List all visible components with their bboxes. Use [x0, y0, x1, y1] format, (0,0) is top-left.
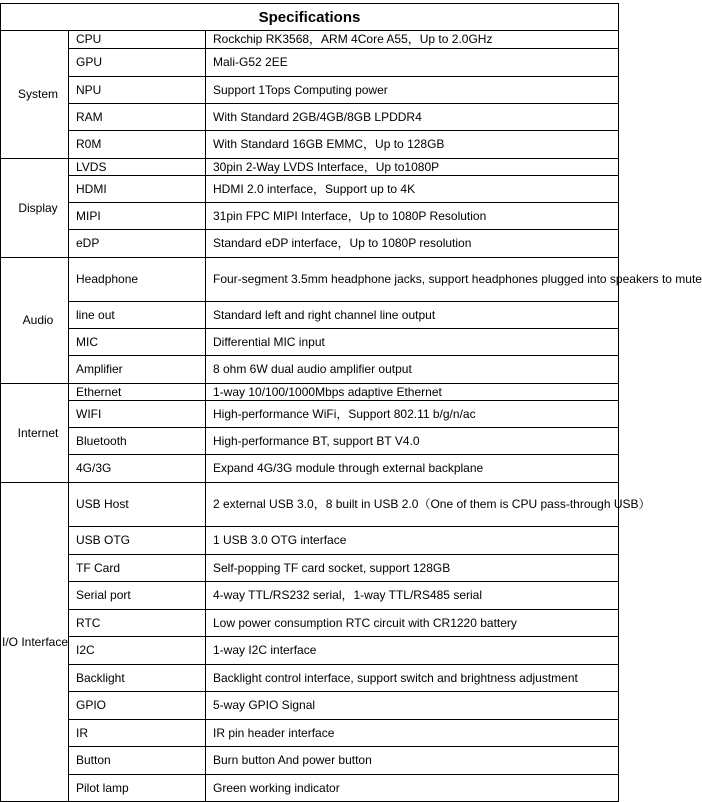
spec-value-ram: With Standard 2GB/4GB/8GB LPDDR4: [206, 104, 619, 131]
spec-label-headphone: Headphone: [69, 258, 206, 302]
spec-value-rtc: Low power consumption RTC circuit with CR1220 battery: [206, 610, 619, 637]
spec-value-4g-3g: Expand 4G/3G module through external backplane: [206, 455, 619, 483]
spec-value-headphone: Four-segment 3.5mm headphone jacks, support headphones plugged into speakers to mute: [206, 258, 619, 302]
spec-value-i2c: 1-way I2C interface: [206, 637, 619, 665]
spec-label-usb-otg: USB OTG: [69, 527, 206, 555]
spec-label-ir: IR: [69, 720, 206, 747]
spec-label-rom: R0M: [69, 131, 206, 159]
spec-label-usb-host: USB Host: [69, 483, 206, 527]
spec-value-ethernet: 1-way 10/100/1000Mbps adaptive Ethernet: [206, 384, 619, 401]
spec-value-line-out: Standard left and right channel line output: [206, 302, 619, 329]
spec-label-lvds: LVDS: [69, 159, 206, 176]
table-title: Specifications: [1, 4, 619, 31]
spec-value-npu: Support 1Tops Computing power: [206, 77, 619, 104]
spec-label-cpu: CPU: [69, 31, 206, 49]
spec-label-bluetooth: Bluetooth: [69, 428, 206, 455]
spec-label-i2c: I2C: [69, 637, 206, 665]
group-display: Display: [1, 159, 69, 258]
spec-label-rtc: RTC: [69, 610, 206, 637]
spec-value-bluetooth: High-performance BT, support BT V4.0: [206, 428, 619, 455]
spec-value-button: Burn button And power button: [206, 747, 619, 775]
group-io-interface: I/O Interface: [1, 483, 69, 802]
spec-value-serial-port: 4-way TTL/RS232 serial，1-way TTL/RS485 serial: [206, 582, 619, 610]
group-system: System: [1, 31, 69, 159]
spec-value-tf-card: Self-popping TF card socket, support 128GB: [206, 555, 619, 582]
spec-value-mic: Differential MIC input: [206, 329, 619, 356]
spec-label-hdmi: HDMI: [69, 176, 206, 203]
spec-label-mic: MIC: [69, 329, 206, 356]
spec-label-mipi: MIPI: [69, 203, 206, 230]
spec-label-backlight: Backlight: [69, 665, 206, 692]
spec-value-lvds: 30pin 2-Way LVDS Interface，Up to1080P: [206, 159, 619, 176]
spec-value-hdmi: HDMI 2.0 interface，Support up to 4K: [206, 176, 619, 203]
spec-label-edp: eDP: [69, 230, 206, 258]
spec-value-gpio: 5-way GPIO Signal: [206, 692, 619, 720]
spec-value-gpu: Mali-G52 2EE: [206, 49, 619, 77]
spec-label-amplifier: Amplifier: [69, 356, 206, 384]
spec-label-npu: NPU: [69, 77, 206, 104]
spec-value-ir: IR pin header interface: [206, 720, 619, 747]
group-internet: Internet: [1, 384, 69, 483]
spec-value-cpu: Rockchip RK3568，ARM 4Core A55，Up to 2.0GHz: [206, 31, 619, 49]
spec-label-ethernet: Ethernet: [69, 384, 206, 401]
spec-label-4g-3g: 4G/3G: [69, 455, 206, 483]
group-audio: Audio: [1, 258, 69, 384]
spec-value-wifi: High-performance WiFi，Support 802.11 b/g/n/ac: [206, 401, 619, 428]
spec-value-pilot-lamp: Green working indicator: [206, 775, 619, 802]
specifications-table: [0, 3, 702, 802]
spec-label-tf-card: TF Card: [69, 555, 206, 582]
spec-value-amplifier: 8 ohm 6W dual audio amplifier output: [206, 356, 619, 384]
spec-value-usb-host: 2 external USB 3.0，8 built in USB 2.0（One of them is CPU pass-through USB）: [206, 483, 619, 527]
spec-value-usb-otg: 1 USB 3.0 OTG interface: [206, 527, 619, 555]
spec-value-edp: Standard eDP interface，Up to 1080P resolution: [206, 230, 619, 258]
spec-label-serial-port: Serial port: [69, 582, 206, 610]
spec-value-backlight: Backlight control interface, support switch and brightness adjustment: [206, 665, 619, 692]
spec-label-gpu: GPU: [69, 49, 206, 77]
spec-value-mipi: 31pin FPC MIPI Interface，Up to 1080P Resolution: [206, 203, 619, 230]
spec-label-wifi: WIFI: [69, 401, 206, 428]
spec-label-gpio: GPIO: [69, 692, 206, 720]
spec-label-ram: RAM: [69, 104, 206, 131]
spec-label-line-out: line out: [69, 302, 206, 329]
spec-label-pilot-lamp: Pilot lamp: [69, 775, 206, 802]
spec-value-rom: With Standard 16GB EMMC，Up to 128GB: [206, 131, 619, 159]
spec-label-button: Button: [69, 747, 206, 775]
